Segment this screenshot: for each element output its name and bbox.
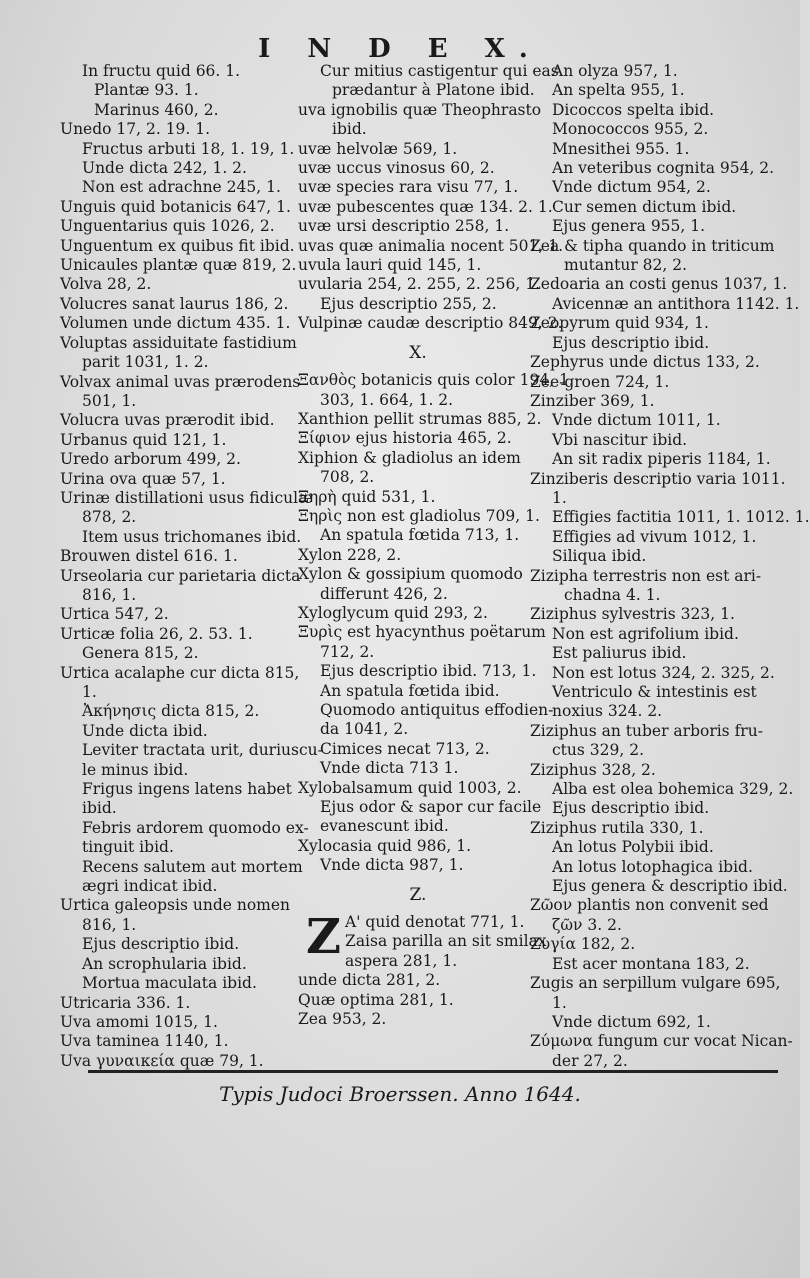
index-entry: Vnde dictum 1011, 1. — [552, 411, 721, 430]
index-entry: Est acer montana 183, 2. — [552, 954, 750, 973]
index-entry: Frigus ingens latens habet — [82, 780, 292, 799]
index-entry: Xyloglycum quid 293, 2. — [298, 603, 488, 622]
index-entry: Unde dicta 242, 1. 2. — [82, 159, 247, 178]
index-entry: Ziziphus rutila 330, 1. — [530, 818, 704, 837]
index-entry: Siliqua ibid. — [552, 547, 647, 566]
index-entry: Ejus odor & sapor cur facile — [320, 798, 542, 817]
index-entry: 1. — [552, 993, 567, 1012]
index-entry: Urbanus quid 121, 1. — [60, 430, 227, 449]
index-entry: An sit radix piperis 1184, 1. — [552, 450, 771, 469]
index-entry: Effigies factitia 1011, 1. 1012. 1. — [552, 508, 810, 527]
index-entry: Ζυγία 182, 2. — [530, 935, 636, 954]
index-entry: prædantur à Platone ibid. — [332, 81, 535, 100]
index-entry: Cimices necat 713, 2. — [320, 739, 490, 758]
index-entry: Utricaria 336. 1. — [60, 993, 191, 1012]
index-entry: Alba est olea bohemica 329, 2. — [552, 780, 794, 799]
index-entry: Volumen unde dictum 435. 1. — [60, 314, 291, 333]
index-entry: Quæ optima 281, 1. — [298, 990, 454, 1009]
index-entry: Urina ova quæ 57, 1. — [60, 469, 226, 488]
index-entry: Urseolaria cur parietaria dicta — [60, 566, 301, 585]
index-column-3 — [530, 62, 810, 1071]
index-header: I N D E X. — [258, 34, 542, 64]
index-entry: Ξηρὶς non est gladiolus 709, 1. — [298, 506, 540, 525]
index-entry: unde dicta 281, 2. — [298, 971, 441, 990]
printer-imprint: Typis Judoci Broerssen. Anno 1644. — [219, 1082, 581, 1106]
index-entry: ζῶν 3. 2. — [552, 915, 622, 934]
index-entry: Ejus descriptio ibid. — [82, 935, 240, 954]
index-entry: ibid. — [332, 120, 367, 139]
index-entry: Ejus genera & descriptio ibid. — [552, 877, 788, 896]
index-entry: uvula lauri quid 145, 1. — [298, 256, 482, 275]
index-entry: Non est lotus 324, 2. 325, 2. — [552, 663, 775, 682]
index-entry: Ejus descriptio ibid. — [552, 333, 710, 352]
index-entry: Cur mitius castigentur qui eas — [320, 62, 559, 80]
index-entry: Urticæ folia 26, 2. 53. 1. — [60, 624, 253, 643]
index-entry: Ziziphus sylvestris 323, 1. — [530, 605, 735, 624]
index-entry: Volucra uvas prærodit ibid. — [60, 411, 275, 430]
index-entry: Ejus descriptio ibid. 713, 1. — [320, 662, 537, 681]
index-entry: le minus ibid. — [82, 760, 189, 779]
index-entry: der 27, 2. — [552, 1051, 628, 1070]
index-entry: Zea 953, 2. — [298, 1010, 387, 1029]
index-entry: uvæ ursi descriptio 258, 1. — [298, 217, 510, 236]
index-entry: ctus 329, 2. — [552, 741, 645, 760]
index-entry: Voluptas assiduitate fastidium — [60, 333, 297, 352]
index-entry: Ξυρὶς est hyacynthus poëtarum — [298, 623, 546, 642]
index-entry: Effigies ad vivum 1012, 1. — [552, 527, 757, 546]
index-entry: differunt 426, 2. — [320, 584, 448, 603]
index-entry: Uva γυναικεία quæ 79, 1. — [60, 1051, 264, 1070]
index-entry: parit 1031, 1. 2. — [82, 353, 209, 372]
index-entry: Zee-groen 724, 1. — [530, 372, 670, 391]
index-entry: Ejus descriptio 255, 2. — [320, 294, 497, 313]
index-entry: Non est agrifolium ibid. — [552, 624, 739, 643]
index-entry: An spatula fœtida ibid. — [320, 681, 500, 700]
index-entry: Vnde dictum 692, 1. — [552, 1012, 711, 1031]
index-entry: ibid. — [82, 799, 117, 818]
index-entry: Genera 815, 2. — [82, 644, 199, 663]
index-entry: 1. — [82, 683, 97, 701]
index-entry: Item usus trichomanes ibid. — [82, 527, 302, 546]
index-entry: uvæ helvolæ 569, 1. — [298, 139, 458, 158]
index-entry: Mnesithei 955. 1. — [552, 139, 690, 158]
index-entry: In fructu quid 66. 1. — [82, 62, 241, 80]
index-entry: Zea & tipha quando in triticum — [530, 236, 775, 255]
index-entry: Fructus arbuti 18, 1. 19, 1. — [82, 139, 295, 158]
index-entry: Ξανθὸς botanicis quis color 194, 1. — [298, 371, 574, 390]
index-entry: 708, 2. — [320, 468, 375, 487]
index-entry: An olyza 957, 1. — [552, 62, 678, 80]
index-entry: Xylon 228, 2. — [298, 545, 402, 564]
index-entry: Zephyrus unde dictus 133, 2. — [530, 353, 760, 372]
index-entry: Zinziberis descriptio varia 1011. — [530, 469, 786, 488]
index-entry: Vbi nascitur ibid. — [552, 430, 688, 449]
section-letter-z: Z. — [409, 884, 427, 905]
index-entry: Unicaules plantæ quæ 819, 2. — [60, 256, 297, 275]
index-entry: Uva amomi 1015, 1. — [60, 1012, 218, 1031]
index-entry: Ziziphus an tuber arboris fru- — [530, 721, 763, 740]
index-entry: Zinziber 369, 1. — [530, 391, 655, 410]
index-entry: Ventriculo & intestinis est — [552, 683, 757, 701]
index-entry: Non est adrachne 245, 1. — [82, 178, 281, 197]
index-entry: Est paliurus ibid. — [552, 644, 687, 663]
index-entry: Unguentarius quis 1026, 2. — [60, 217, 275, 236]
index-entry: Ζῶον plantis non convenit sed — [530, 896, 769, 915]
index-entry: 712, 2. — [320, 642, 375, 661]
index-entry: Vnde dictum 954, 2. — [552, 178, 711, 197]
index-entry: uvæ species rara visu 77, 1. — [298, 178, 519, 197]
index-entry: Quomodo antiquitus effodien- — [320, 701, 554, 719]
index-entry: Zeopyrum quid 934, 1. — [530, 314, 709, 333]
index-entry: Xylobalsamum quid 1003, 2. — [298, 778, 522, 797]
index-entry: 816, 1. — [82, 915, 137, 934]
section-letter-x: X. — [409, 342, 427, 363]
index-entry: Xanthion pellit strumas 885, 2. — [298, 409, 542, 428]
index-entry: Urtica galeopsis unde nomen — [60, 896, 291, 915]
index-entry: Zizipha terrestris non est ari- — [530, 566, 762, 585]
index-entry: Unedo 17, 2. 19. 1. — [60, 120, 211, 139]
index-entry: Zedoaria an costi genus 1037, 1. — [530, 275, 788, 294]
index-entry: 501, 1. — [82, 391, 137, 410]
index-entry: Uredo arborum 499, 2. — [60, 450, 241, 469]
index-entry: Avicennæ an antithora 1142. 1. — [552, 294, 800, 313]
index-entry: Urtica 547, 2. — [60, 605, 169, 624]
index-entry: A' quid denotat 771, 1. — [345, 913, 525, 932]
index-entry: Vnde dicta 713 1. — [320, 759, 459, 778]
index-entry: Uva taminea 1140, 1. — [60, 1032, 229, 1051]
index-entry: Marinus 460, 2. — [94, 100, 219, 119]
index-entry: aspera 281, 1. — [345, 951, 458, 970]
index-entry: Monococcos 955, 2. — [552, 120, 709, 139]
index-entry: Leviter tractata urit, duriuscu- — [82, 741, 323, 760]
index-entry: An spatula fœtida 713, 1. — [320, 526, 520, 545]
index-entry: An veteribus cognita 954, 2. — [552, 159, 775, 178]
index-entry: uvæ uccus vinosus 60, 2. — [298, 159, 495, 178]
index-entry: tinguit ibid. — [82, 838, 174, 857]
index-entry: Ζύμωνα fungum cur vocat Nican- — [530, 1032, 793, 1051]
index-entry: Urtica acalaphe cur dicta 815, — [60, 663, 300, 682]
index-entry: Brouwen distel 616. 1. — [60, 547, 238, 566]
index-entry: uvas quæ animalia nocent 501, 1. — [298, 236, 563, 255]
index-entry: Xylon & gossipium quomodo — [298, 565, 523, 584]
index-entry: Zugis an serpillum vulgare 695, — [530, 974, 781, 993]
index-entry: 878, 2. — [82, 508, 137, 527]
index-entry: Ξηρὴ quid 531, 1. — [298, 487, 436, 506]
index-entry: Febris ardorem quomodo ex- — [82, 818, 309, 837]
index-entry: Recens salutem aut mortem — [82, 857, 303, 876]
index-entry: An spelta 955, 1. — [552, 81, 685, 100]
section-z-block — [298, 909, 547, 1029]
dropcap-z: Z — [306, 909, 342, 966]
index-entry: Unguis quid botanicis 647, 1. — [60, 197, 291, 216]
index-entry: da 1041, 2. — [320, 720, 409, 739]
index-entry: mutantur 82, 2. — [564, 256, 688, 275]
index-entry: chadna 4. 1. — [564, 585, 661, 604]
index-column-2 — [298, 62, 574, 1030]
index-entry: Xiphion & gladiolus an idem — [298, 448, 521, 467]
index-entry: noxius 324. 2. — [552, 702, 663, 721]
footer-rule — [88, 1070, 778, 1073]
index-entry: Zaisa parilla an sit smilax — [345, 932, 547, 951]
index-entry: Volva 28, 2. — [60, 275, 152, 294]
index-entry: Plantæ 93. 1. — [94, 81, 199, 100]
index-entry: 303, 1. 664, 1. 2. — [320, 390, 454, 409]
index-entry: An lotus Polybii ibid. — [552, 838, 714, 857]
index-entry: Dicoccos spelta ibid. — [552, 100, 715, 119]
index-entry: uvularia 254, 2. 255, 2. 256, 1. — [298, 275, 540, 294]
index-entry: Mortua maculata ibid. — [82, 974, 257, 993]
index-entry: uvæ pubescentes quæ 134. 2. 1. — [298, 197, 553, 216]
index-entry: Unguentum ex quibus fit ibid. — [60, 236, 295, 255]
index-column-1 — [60, 62, 323, 1071]
index-entry: Ejus genera 955, 1. — [552, 217, 706, 236]
index-entry: Cur semen dictum ibid. — [552, 197, 737, 216]
index-entry: An scrophularia ibid. — [82, 954, 247, 973]
index-entry: 1. — [552, 488, 567, 507]
index-entry: Volucres sanat laurus 186, 2. — [60, 294, 289, 313]
index-entry: Ziziphus 328, 2. — [530, 760, 656, 779]
index-entry: Ἀκήνησις dicta 815, 2. — [82, 702, 260, 721]
index-entry: uva ignobilis quæ Theophrasto — [298, 100, 542, 119]
index-entry: Xylocasia quid 986, 1. — [298, 836, 472, 855]
index-entry: Ξίφιον ejus historia 465, 2. — [298, 429, 512, 448]
index-entry: Volvax animal uvas prærodens — [60, 372, 301, 391]
index-entry: An lotus lotophagica ibid. — [552, 857, 753, 876]
index-entry: evanescunt ibid. — [320, 817, 449, 836]
index-entry: ægri indicat ibid. — [82, 877, 218, 896]
index-entry: 816, 1. — [82, 585, 137, 604]
index-entry: Vnde dicta 987, 1. — [320, 856, 464, 875]
index-entry: Unde dicta ibid. — [82, 721, 208, 740]
index-entry: Ejus descriptio ibid. — [552, 799, 710, 818]
index-entry: Vulpinæ caudæ descriptio 849, 2. — [298, 314, 563, 333]
index-entry: Urinæ distillationi usus fidiculæ — [60, 488, 313, 507]
